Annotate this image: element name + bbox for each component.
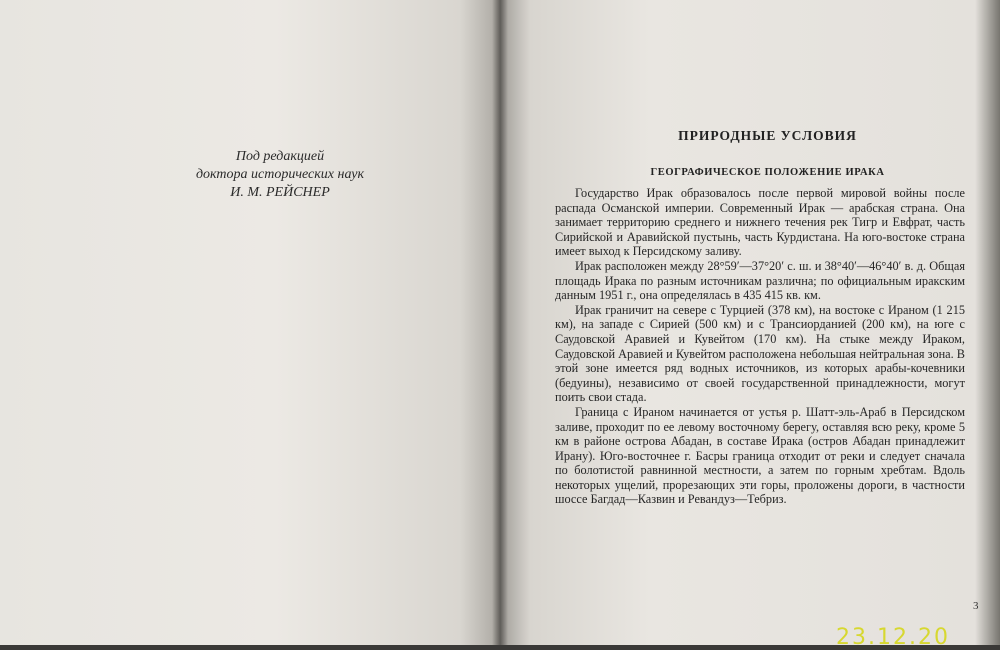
paragraph-4: Граница с Ираном начинается от устья р. Шатт-эль-Араб в Персидском заливе, проходит по ее левому восточному берегу, оставляя всю реку, кроме 5 км в районе острова Абадан, в составе Ирака (остров Абадан принадлежит Ирану). Юго-восточнее г. Басры граница отходит от реки и следует сначала по болотистой равнинной местности, а затем по горным хребтам. Вдоль некоторых ущелий, прорезающих эти горы, проложены дороги, в частности шоссе Багдад—Казвин и Ревандуз—Тебриз. xyxy=(555,404,965,507)
book-gutter xyxy=(492,0,508,645)
section-title: ГЕОГРАФИЧЕСКОЕ ПОЛОЖЕНИЕ ИРАКА xyxy=(650,167,885,178)
editor-credit-line-3: И. М. РЕЙСНЕР xyxy=(230,185,330,200)
paragraph-2: Ирак расположен между 28°59′—37°20′ с. ш. и 38°40′—46°40′ в. д. Общая площадь Ирака по разным источникам различна; по официальным иракским данным 1951 г., она определялась в 435 415 кв. км. xyxy=(555,258,965,303)
chapter-title: ПРИРОДНЫЕ УСЛОВИЯ xyxy=(678,128,857,143)
chapter-content xyxy=(555,128,965,507)
editor-credit xyxy=(130,148,430,202)
photo-date-stamp: 23.12.20 xyxy=(836,625,950,650)
left-page xyxy=(0,0,500,645)
editor-credit-line-1: Под редакцией xyxy=(235,149,325,164)
page-number: 3 xyxy=(973,600,979,612)
editor-credit-line-2: доктора исторических наук xyxy=(195,167,365,182)
paragraph-3: Ирак граничит на севере с Турцией (378 км), на востоке с Ираном (1 215 км), на западе с Сирией (500 км) и с Трансиорданией (200 км), на юге с Саудовской Аравией и Кувейтом (170 км). На стыке между Ираком, Саудовской Аравией и Кувейтом расположена небольшая нейтральная зона. В этой зоне имеется ряд водных источников, из которых арабы-кочевники (бедуины), независимо от своей государственной принадлежности, могут поить свои стада. xyxy=(555,302,965,405)
paragraph-1: Государство Ирак образовалось после первой мировой войны после распада Османской империи. Современный Ирак — арабская страна. Она занимает территорию среднего и нижнего течения рек Тигр и Евфрат, часть Сирийской и Аравийской пустынь, часть Курдистана. На юго-востоке страна имеет выход к Персидскому заливу. xyxy=(555,186,965,259)
